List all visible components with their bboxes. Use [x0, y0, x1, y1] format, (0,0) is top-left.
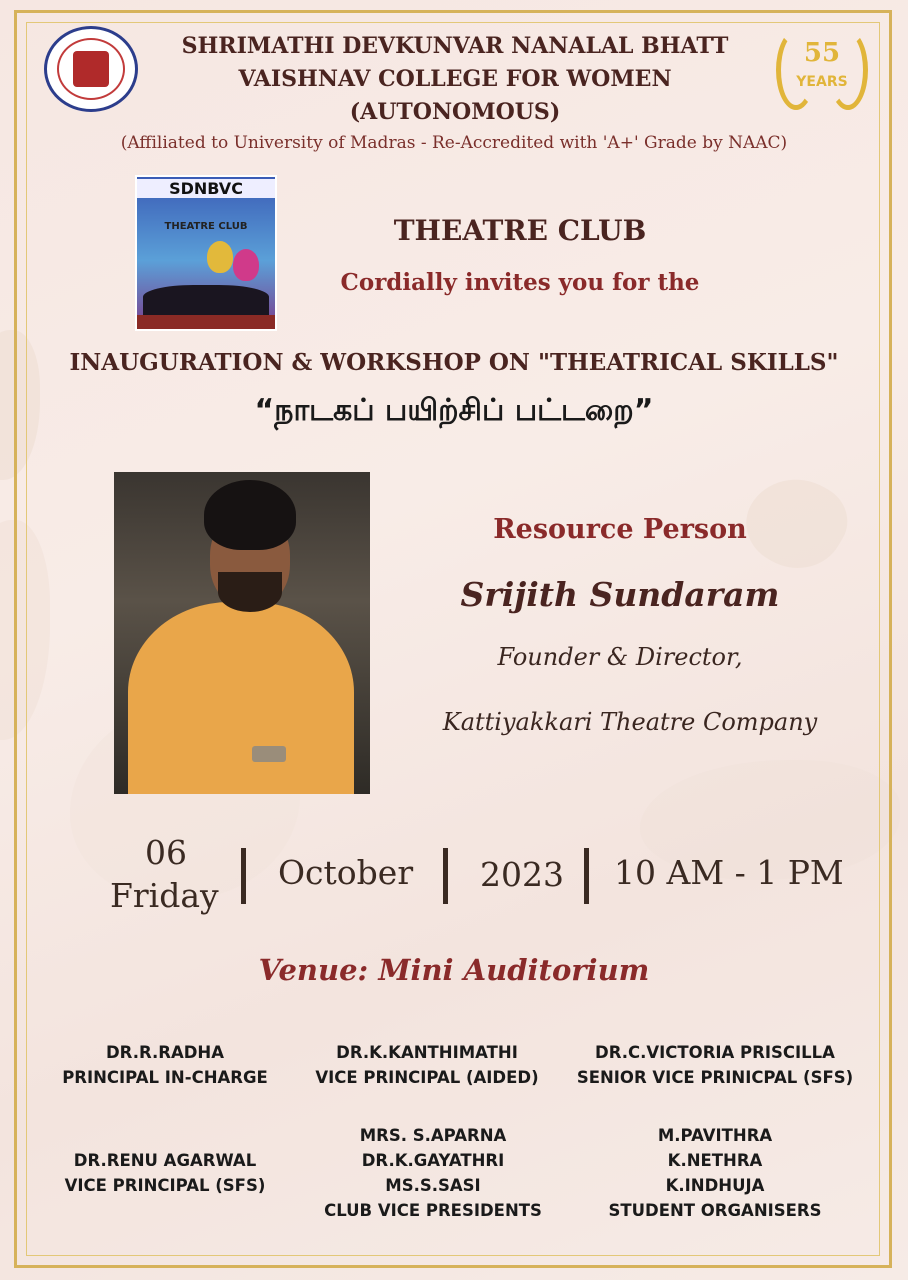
- signatory-name: MRS. S.APARNA: [359, 1126, 507, 1145]
- resource-person-role: Founder & Director,: [497, 643, 743, 671]
- signatory-name: DR.RENU AGARWAL: [73, 1151, 257, 1170]
- venue: Venue: Mini Auditorium: [258, 953, 650, 987]
- signatory-principal: [15, 1040, 315, 1090]
- college-emblem: [44, 26, 138, 112]
- event-month: October: [278, 853, 414, 892]
- signatory-student-organisers: [565, 1123, 865, 1223]
- club-logo-subtitle: THEATRE CLUB: [164, 221, 248, 232]
- date-divider: [241, 848, 246, 904]
- event-time: 10 AM - 1 PM: [614, 853, 844, 892]
- anniversary-badge: [770, 22, 874, 118]
- event-weekday: Friday: [110, 876, 219, 915]
- resource-person-label: Resource Person: [493, 514, 747, 545]
- signatory-name: DR.C.VICTORIA PRISCILLA: [595, 1043, 835, 1062]
- signatory-title: CLUB VICE PRESIDENTS: [324, 1201, 542, 1220]
- signatory-title: VICE PRINCIPAL (AIDED): [315, 1068, 539, 1087]
- signatory-club-vice-presidents: [283, 1123, 583, 1223]
- signatory-title: STUDENT ORGANISERS: [608, 1201, 822, 1220]
- affiliation-line: (Affiliated to University of Madras - Re-Accredited with 'A+' Grade by NAAC): [120, 133, 788, 153]
- college-name-line3: (AUTONOMOUS): [349, 99, 561, 125]
- tragedy-mask-icon: [233, 249, 259, 281]
- date-divider: [584, 848, 589, 904]
- signatory-name: K.INDHUJA: [665, 1176, 765, 1195]
- college-name-line1: SHRIMATHI DEVKUNVAR NANALAL BHATT: [181, 33, 729, 59]
- signatory-vice-principal-sfs: [15, 1148, 315, 1198]
- badge-text: YEARS: [796, 74, 848, 90]
- college-name-line2: VAISHNAV COLLEGE FOR WOMEN: [238, 66, 672, 92]
- event-year: 2023: [480, 855, 564, 894]
- signatory-name: DR.K.KANTHIMATHI: [336, 1043, 518, 1062]
- theatre-club-logo: [135, 175, 277, 331]
- event-day: 06: [145, 833, 187, 872]
- comedy-mask-icon: [207, 241, 233, 273]
- signatory-senior-vice-principal: [565, 1040, 865, 1090]
- invite-line: Cordially invites you for the: [340, 269, 700, 296]
- club-name: THEATRE CLUB: [393, 214, 647, 247]
- club-logo-title: SDNBVC: [137, 179, 275, 198]
- signatory-name: DR.K.GAYATHRI: [361, 1151, 505, 1170]
- resource-person-company: Kattiyakkari Theatre Company: [442, 708, 818, 736]
- signatory-name: M.PAVITHRA: [657, 1126, 773, 1145]
- signatory-name: K.NETHRA: [667, 1151, 763, 1170]
- signatory-vice-principal-aided: [277, 1040, 577, 1090]
- resource-person-photo: [114, 472, 370, 794]
- signatory-name: DR.R.RADHA: [105, 1043, 224, 1062]
- event-title: INAUGURATION & WORKSHOP ON "THEATRICAL SKILLS": [69, 349, 839, 376]
- signatory-title: SENIOR VICE PRINICPAL (SFS): [576, 1068, 854, 1087]
- signatory-name: MS.S.SASI: [385, 1176, 481, 1195]
- event-title-tamil: “நாடகப் பயிற்சிப் பட்டறை”: [254, 393, 654, 428]
- badge-number: 55: [803, 38, 841, 68]
- crowd-silhouette: [143, 285, 269, 315]
- date-divider: [443, 848, 448, 904]
- resource-person-name: Srijith Sundaram: [460, 575, 780, 614]
- signatory-title: VICE PRINCIPAL (SFS): [64, 1176, 266, 1195]
- signatory-title: PRINCIPAL IN-CHARGE: [62, 1068, 268, 1087]
- stage-floor: [137, 315, 275, 329]
